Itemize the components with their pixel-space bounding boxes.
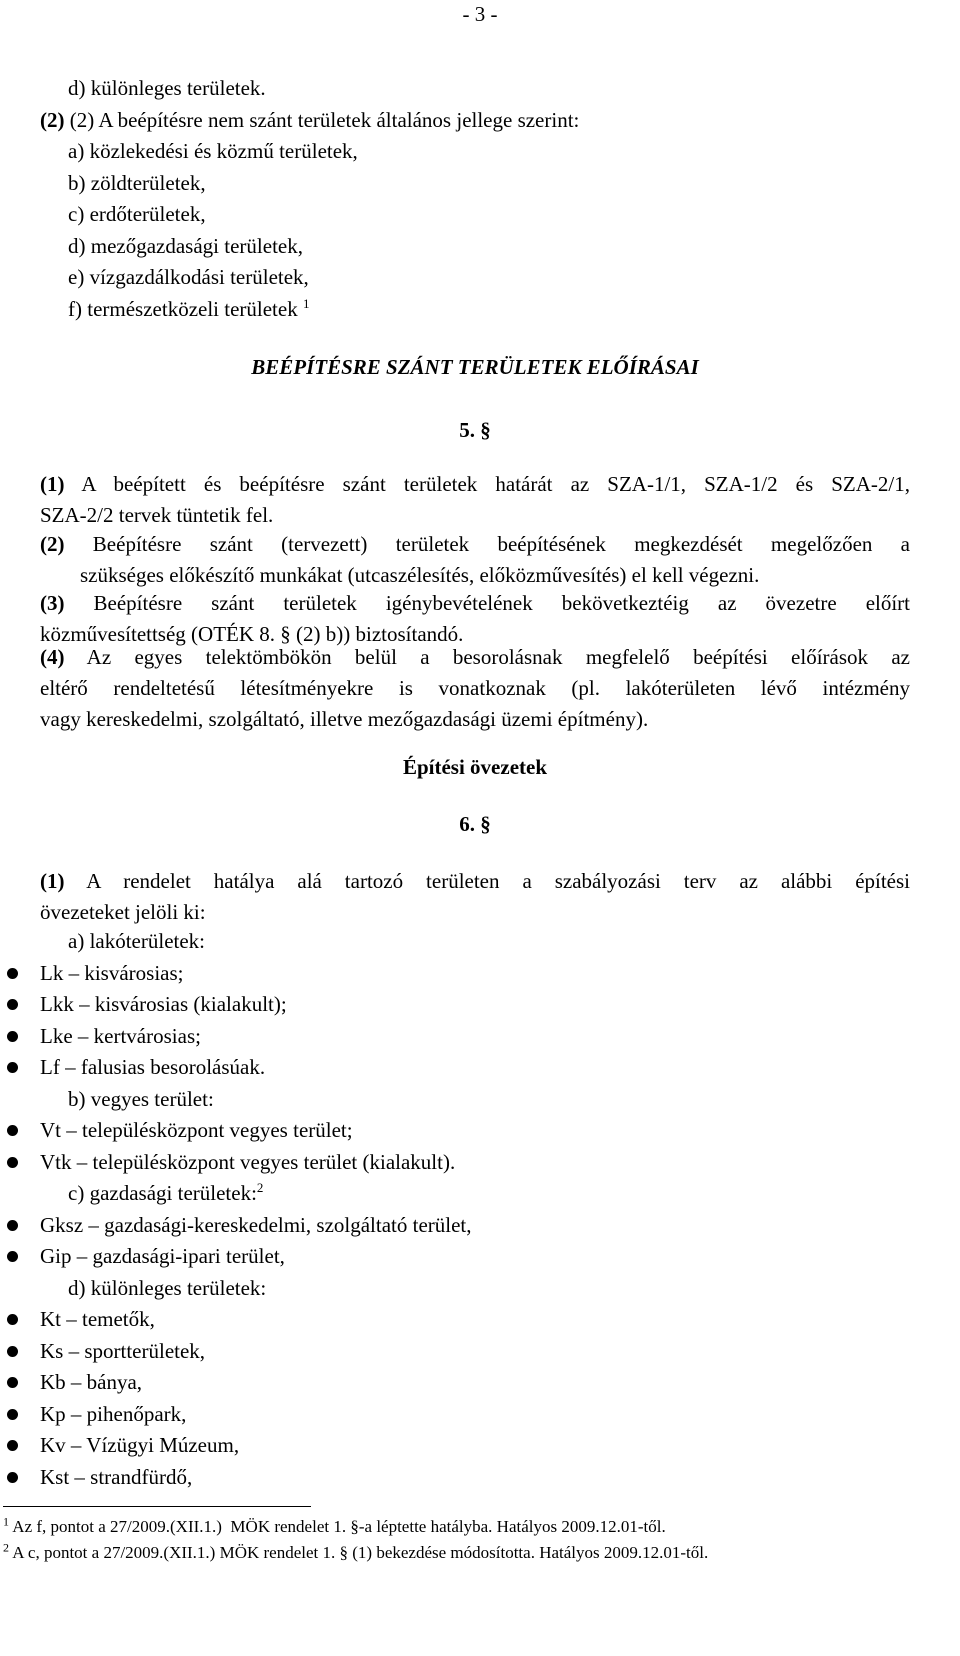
list-item: Kt – temetők, xyxy=(40,1304,910,1336)
page-number: - 3 - xyxy=(462,2,498,26)
bullet-icon xyxy=(7,1346,18,1357)
top-list xyxy=(40,73,910,325)
bullet-icon xyxy=(7,999,18,1010)
list-item: Kb – bánya, xyxy=(40,1367,910,1399)
footnote-2: $^2$ A c, pontot a 27/2009.(XII.1.) MÖK rendelet 1. § (1) bekezdése módosította. Hatályos 2009.12.01-től. xyxy=(3,1540,709,1562)
list-item: Vtk – településközpont vegyes terület (kialakult). xyxy=(40,1147,910,1179)
list-item: d) különleges területek. xyxy=(68,76,266,100)
bullet-icon xyxy=(7,1031,18,1042)
bullet-icon xyxy=(7,1377,18,1388)
section-title-5: 5. § xyxy=(459,418,491,442)
list-item: a) közlekedési és közmű területek, xyxy=(68,139,358,163)
paragraph-5-4: (4) Az egyes telektömbökön belül a besorolásnak megfelelő beépítési előírások az eltérő rendeltetésű létesítményekre is vonatkoznak (pl. lakóterületen lévő intézmény vagy kereskedelmi, szolgáltató, illetve mezőgazdasági üzemi építmény). xyxy=(40,645,910,731)
bullet-icon xyxy=(7,1157,18,1168)
list-item: f) természetközeli területek $^1$ xyxy=(68,295,310,321)
zone-list xyxy=(40,926,910,1493)
list-item: Kv – Vízügyi Múzeum, xyxy=(40,1430,910,1462)
bullet-icon xyxy=(7,1409,18,1420)
bullet-icon xyxy=(7,1220,18,1231)
footnote-ref: 2 xyxy=(256,1180,264,1195)
footnote-ref: 1 xyxy=(302,295,310,311)
bullet-icon xyxy=(7,968,18,979)
list-item: Lke – kertvárosias; xyxy=(40,1021,910,1053)
bullet-icon xyxy=(7,1440,18,1451)
footnote-separator xyxy=(3,1506,311,1507)
paragraph-5-1: (1) A beépített és beépítésre szánt területek határát az SZA-1/1, SZA-1/2 és SZA-2/1, SZA-2/2 tervek tüntetik fel. xyxy=(40,472,910,527)
list-item: (2) (2) A beépítésre nem szánt területek általános jellege szerint: xyxy=(40,107,580,132)
paragraph-5-3: (3) Beépítésre szánt területek igénybevételének bekövetkeztéig az övezetre előírt közművesítettség (OTÉK 8. § (2) b)) biztosítandó. xyxy=(40,591,911,646)
list-item: Lkk – kisvárosias (kialakult); xyxy=(40,989,910,1021)
bullet-icon xyxy=(7,1251,18,1262)
list-item: Kst – strandfürdő, xyxy=(40,1462,910,1494)
list-item: Gksz – gazdasági-kereskedelmi, szolgáltató terület, xyxy=(40,1210,910,1242)
bullet-icon xyxy=(7,1314,18,1325)
bullet-icon xyxy=(7,1125,18,1136)
list-item: c) erdőterületek, xyxy=(68,202,206,226)
list-item: Kp – pihenőpark, xyxy=(40,1399,910,1431)
list-item: Lf – falusias besorolásúak. xyxy=(40,1052,910,1084)
paragraph-5-2: (2) Beépítésre szánt (tervezett) területek beépítésének megkezdését megelőzően a szükséges előkészítő munkákat (utcaszélesítés, előközművesítés) el kell végezni. xyxy=(40,532,910,587)
subheading: Építési övezetek xyxy=(402,755,548,779)
bullet-icon xyxy=(7,1062,18,1073)
paragraph-6-1: (1) A rendelet hatálya alá tartozó területen a szabályozási terv az alábbi építési övezeteket jelöli ki: xyxy=(40,869,911,924)
list-item: e) vízgazdálkodási területek, xyxy=(68,265,309,289)
group-label: c) gazdasági területek:$^2$ xyxy=(68,1180,264,1205)
group-label: a) lakóterületek: xyxy=(68,929,206,953)
bullet-icon xyxy=(7,1472,18,1483)
group-label: d) különleges területek: xyxy=(68,1275,267,1300)
list-item: d) mezőgazdasági területek, xyxy=(68,233,303,258)
list-item: b) zöldterületek, xyxy=(68,170,206,195)
section-heading: BEÉPÍTÉSRE SZÁNT TERÜLETEK ELŐÍRÁSAI xyxy=(251,355,699,379)
list-item: Ks – sportterületek, xyxy=(40,1336,910,1368)
list-item: Gip – gazdasági-ipari terület, xyxy=(40,1241,910,1273)
section-title-6: 6. § xyxy=(459,812,491,836)
group-label: b) vegyes terület: xyxy=(68,1086,214,1111)
list-item: Vt – településközpont vegyes terület; xyxy=(40,1115,910,1147)
list-item: Lk – kisvárosias; xyxy=(40,958,910,990)
footnote-1: $^1$ Az f, pontot a 27/2009.(XII.1.) MÖK rendelet 1. §-a léptette hatályba. Hatályos 2009.12.01-től. xyxy=(3,1514,666,1536)
